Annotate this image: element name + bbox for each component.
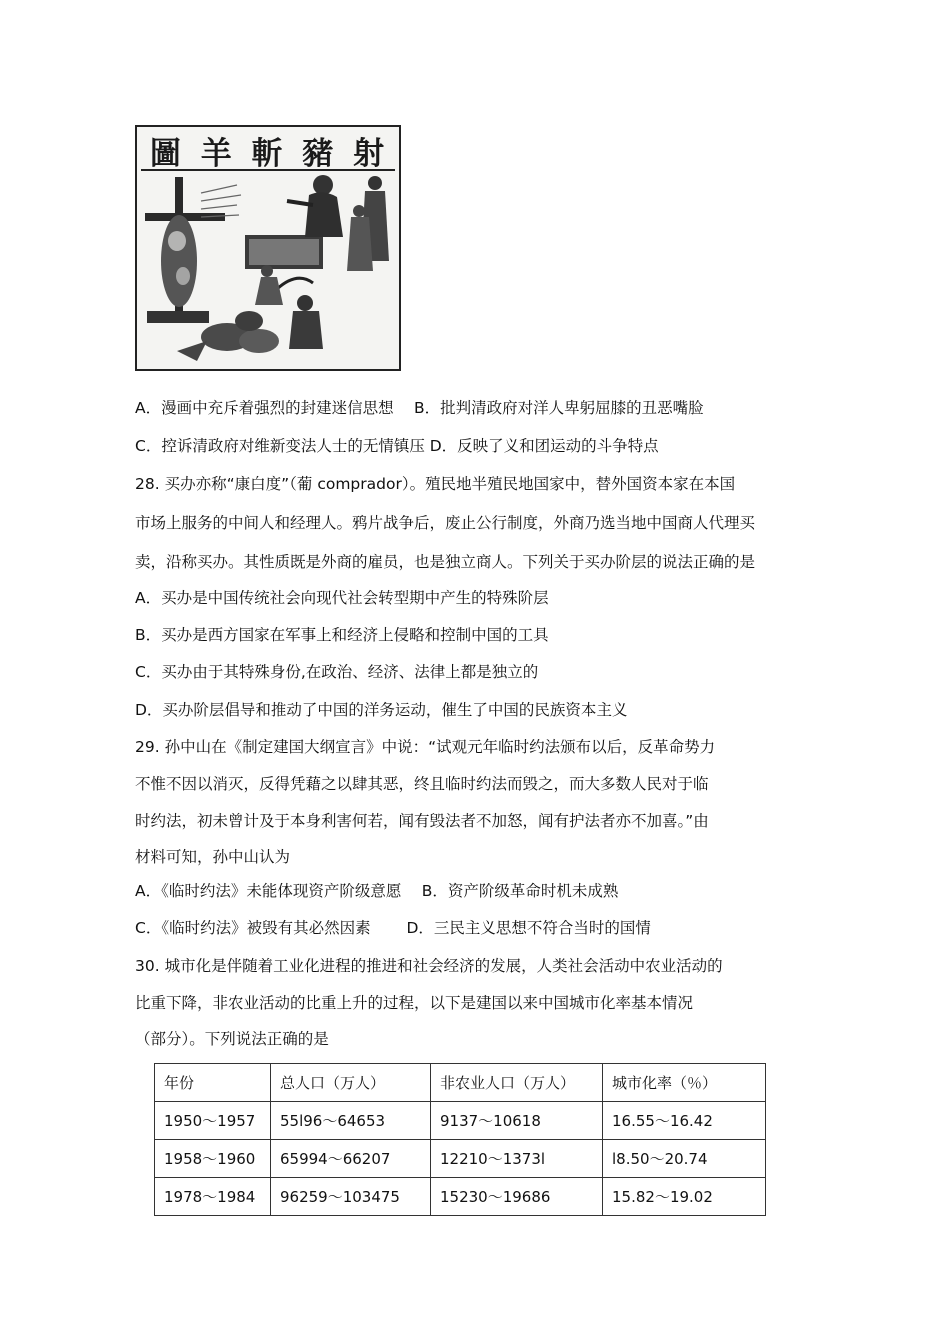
header-cell: 年份	[155, 1064, 271, 1102]
q28-option-a: A．买办是中国传统社会向现代社会转型期中产生的特殊阶层	[135, 589, 549, 607]
q28-stem-line2: 市场上服务的中间人和经理人。鸦片战争后，废止公行制度，外商乃选当地中国商人代理买	[135, 514, 756, 532]
title-char: 豬	[302, 135, 336, 172]
table-cell: 15230～19686	[431, 1178, 603, 1216]
header-cell: 非农业人口（万人）	[431, 1064, 603, 1102]
title-char: 射	[353, 135, 387, 172]
table-row	[155, 1102, 766, 1140]
table-cell: 65994～66207	[271, 1140, 431, 1178]
q27-options-line1: A．漫画中充斥着强烈的封建迷信思想 B．批判清政府对洋人卑躬屈膝的丑恶嘴脸	[135, 399, 704, 417]
table-row	[155, 1178, 766, 1216]
table-cell: l8.50～20.74	[603, 1140, 766, 1178]
cartoon-figure	[135, 125, 401, 371]
q27-options-line2: C．控诉清政府对维新变法人士的无情镇压 D．反映了义和团运动的斗争特点	[135, 437, 659, 455]
q28-option-d: D．买办阶层倡导和推动了中国的洋务运动，催生了中国的民族资本主义	[135, 701, 628, 719]
q28-stem-line1: 28. 买办亦称“康白度”（葡 comprador）。殖民地半殖民地国家中，替外国资本家在本国	[135, 475, 736, 493]
q29-options-ab: A．《临时约法》未能体现资产阶级意愿 B．资产阶级革命时机未成熟	[135, 882, 619, 900]
table-cell: 12210～1373l	[431, 1140, 603, 1178]
table-cell: 16.55～16.42	[603, 1102, 766, 1140]
q30-stem-line2: 比重下降，非农业活动的比重上升的过程，以下是建国以来中国城市化率基本情况	[135, 994, 694, 1012]
q29-stem-line1: 29. 孙中山在《制定建国大纲宣言》中说：“试观元年临时约法颁布以后，反革命势力	[135, 738, 716, 756]
table-header-row	[155, 1064, 766, 1102]
q29-stem-line4: 材料可知，孙中山认为	[135, 848, 291, 866]
title-char: 斬	[251, 135, 285, 172]
table-cell: 9137～10618	[431, 1102, 603, 1140]
q29-stem-line2: 不惟不因以消灭，反得凭藉之以肆其恶，终且临时约法而毁之，而大多数人民对于临	[135, 775, 709, 793]
table-row	[155, 1140, 766, 1178]
q29-stem-line3: 时约法，初未曾计及于本身利害何若，闻有毁法者不加怒，闻有护法者亦不加喜。”由	[135, 812, 709, 830]
cartoon-illustration	[137, 171, 399, 369]
header-cell: 总人口（万人）	[271, 1064, 431, 1102]
q28-option-c: C．买办由于其特殊身份,在政治、经济、法律上都是独立的	[135, 663, 539, 681]
table-cell: 1958～1960	[155, 1140, 271, 1178]
cartoon-title	[141, 131, 395, 171]
q28-stem-line3: 卖，沿称买办。其性质既是外商的雇员，也是独立商人。下列关于买办阶层的说法正确的是	[135, 553, 756, 571]
q30-stem-line1: 30. 城市化是伴随着工业化进程的推进和社会经济的发展，人类社会活动中农业活动的	[135, 957, 723, 975]
q29-options-cd: C．《临时约法》被毁有其必然因素 D．三民主义思想不符合当时的国情	[135, 919, 651, 937]
title-char: 羊	[200, 135, 234, 172]
header-cell: 城市化率（％）	[603, 1064, 766, 1102]
urbanization-table	[154, 1063, 766, 1216]
table-cell: 1978～1984	[155, 1178, 271, 1216]
title-char: 圖	[149, 135, 183, 172]
table-cell: 96259～103475	[271, 1178, 431, 1216]
table-cell: 15.82～19.02	[603, 1178, 766, 1216]
table-cell: 1950～1957	[155, 1102, 271, 1140]
table-cell: 55l96～64653	[271, 1102, 431, 1140]
q28-option-b: B．买办是西方国家在军事上和经济上侵略和控制中国的工具	[135, 626, 549, 644]
q30-stem-line3: （部分）。下列说法正确的是	[135, 1030, 329, 1048]
